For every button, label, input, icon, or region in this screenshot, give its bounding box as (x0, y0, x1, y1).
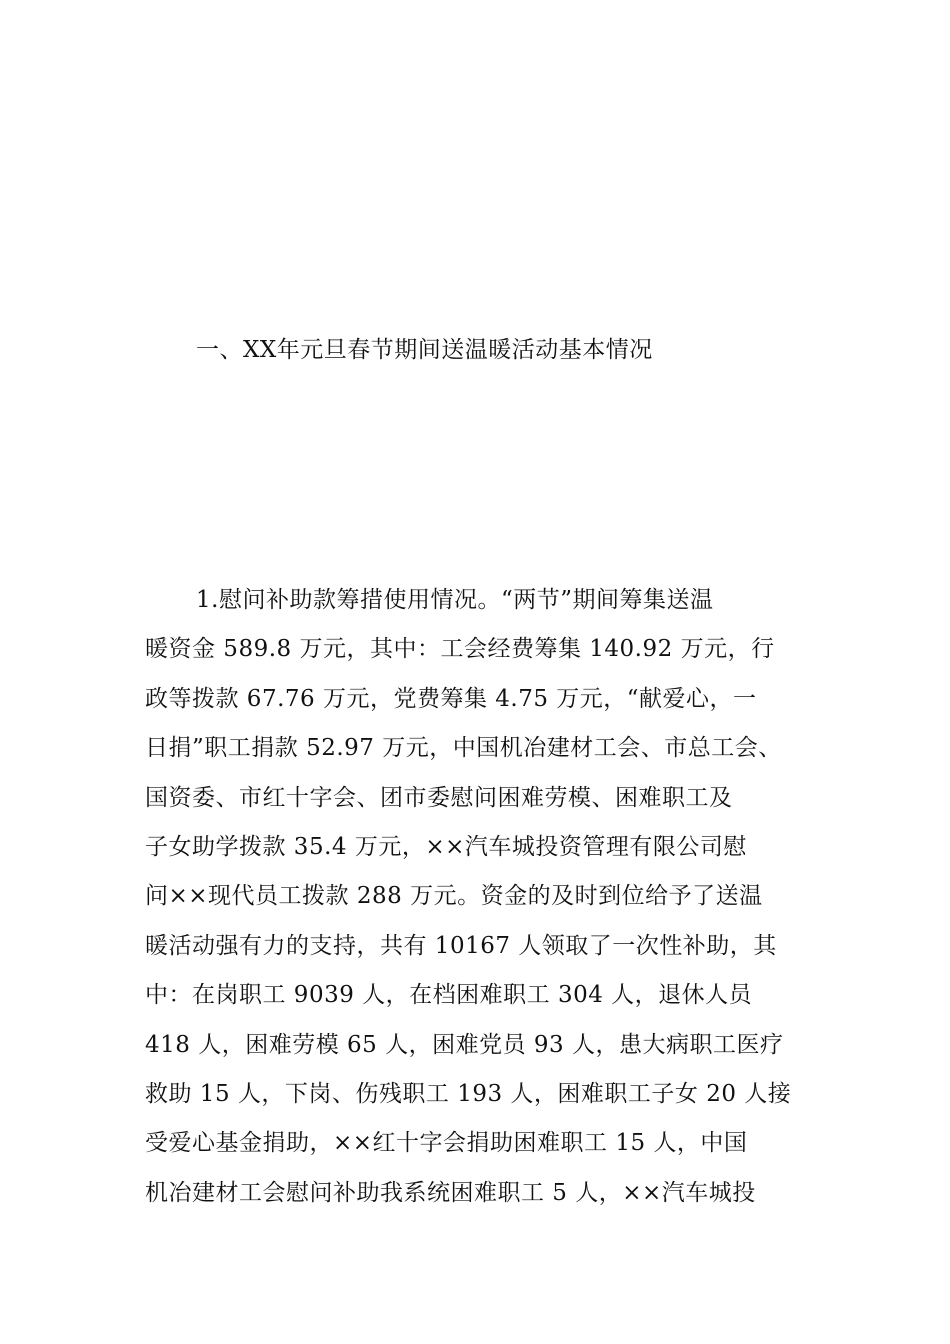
paragraph-line: 418 人，困难劳模 65 人，困难党员 93 人，患大病职工医疗 (145, 1031, 784, 1058)
section-heading: 一、XX年元旦春节期间送温暖活动基本情况 (196, 337, 653, 363)
paragraph-line: 日捐”职工捐款 52.97 万元，中国机冶建材工会、市总工会、 (145, 735, 782, 762)
paragraph-line: 受爱心基金捐助，××红十字会捐助困难职工 15 人，中国 (145, 1130, 748, 1157)
paragraph-line: 政等拨款 67.76 万元，党费筹集 4.75 万元，“献爱心，一 (145, 685, 757, 712)
paragraph-line: 机冶建材工会慰问补助我系统困难职工 5 人，××汽车城投 (145, 1179, 756, 1206)
paragraph-line: 救助 15 人，下岗、伤残职工 193 人，困难职工子女 20 人接 (145, 1080, 792, 1107)
paragraph-line: 问××现代员工拨款 288 万元。资金的及时到位给予了送温 (145, 883, 763, 910)
paragraph-line: 暖活动强有力的支持，共有 10167 人领取了一次性补助，其 (145, 932, 777, 959)
paragraph-line: 暖资金 589.8 万元，其中：工会经费筹集 140.92 万元，行 (145, 636, 775, 663)
paragraph-line: 1.慰问补助款筹措使用情况。“两节”期间筹集送温 (196, 587, 714, 613)
paragraph-line: 国资委、市红十字会、团市委慰问困难劳模、困难职工及 (145, 784, 733, 811)
paragraph-line: 子女助学拨款 35.4 万元，××汽车城投资管理有限公司慰 (145, 833, 747, 860)
paragraph (145, 580, 815, 1222)
paragraph-line: 中：在岗职工 9039 人，在档困难职工 304 人，退休人员 (145, 982, 753, 1009)
